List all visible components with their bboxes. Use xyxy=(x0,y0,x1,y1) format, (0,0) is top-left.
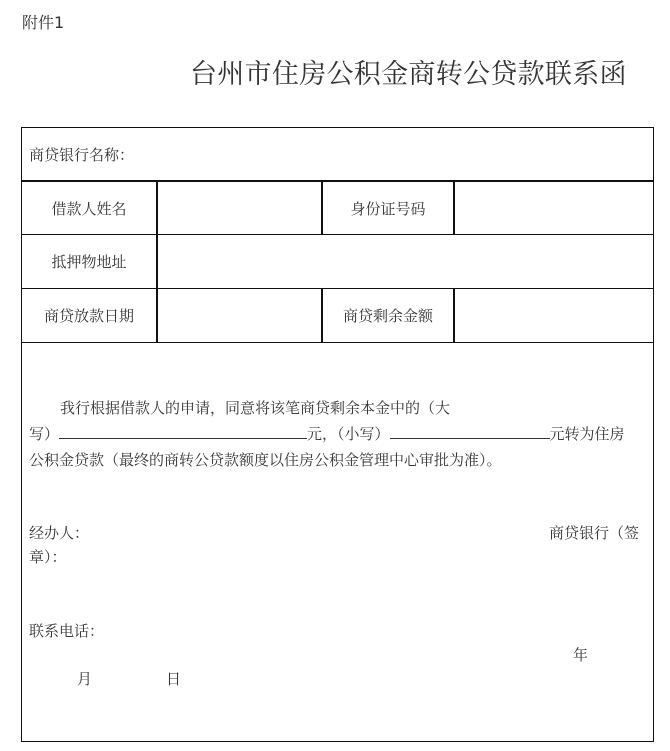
statement-mid: 元，（小写） xyxy=(307,425,390,443)
statement-line-3: 公积金贷款（最终的商转公贷款额度以住房公积金管理中心审批为准）。 xyxy=(29,451,502,469)
attachment-label: 附件1 xyxy=(22,13,65,32)
collateral-address-field[interactable] xyxy=(158,235,653,288)
statement-line-1: 我行根据借款人的申请，同意将该笔商贷剩余本金中的（大 xyxy=(60,399,451,417)
contact-letter-form xyxy=(21,127,654,742)
statement-prefix: 写） xyxy=(29,425,60,443)
bank-name-field[interactable] xyxy=(162,128,653,180)
loan-date-label: 商贷放款日期 xyxy=(43,307,134,325)
bank-seal-label: 商贷银行（签 xyxy=(549,524,640,542)
id-number-label: 身份证号码 xyxy=(350,199,426,218)
amount-uppercase-field[interactable] xyxy=(59,422,307,439)
handler-label: 经办人： xyxy=(29,524,90,542)
row-loan xyxy=(22,289,653,343)
loan-date-field[interactable] xyxy=(158,289,321,342)
statement-suffix: 元转为住房 xyxy=(549,425,625,443)
row-collateral xyxy=(22,235,653,289)
collateral-address-label: 抵押物地址 xyxy=(51,253,127,271)
year-label: 年 xyxy=(573,646,589,664)
row-bank-name xyxy=(22,128,653,182)
remaining-amount-field[interactable] xyxy=(455,289,653,342)
id-number-field[interactable] xyxy=(455,182,653,234)
statement-line-2 xyxy=(29,421,645,447)
page-title: 台州市住房公积金商转公贷款联系函 xyxy=(190,59,627,90)
bank-seal-label-cont: 章）： xyxy=(29,548,67,566)
borrower-name-label: 借款人姓名 xyxy=(51,199,127,218)
statement-paragraph xyxy=(29,395,645,473)
borrower-name-field[interactable] xyxy=(158,182,321,234)
month-label: 月 xyxy=(77,670,93,688)
remaining-amount-label: 商贷剩余金额 xyxy=(342,307,433,325)
bank-name-label: 商贷银行名称： xyxy=(29,145,135,164)
phone-label: 联系电话： xyxy=(29,622,105,640)
amount-lowercase-field[interactable] xyxy=(390,422,550,439)
day-label: 日 xyxy=(166,670,182,688)
row-borrower xyxy=(22,182,653,235)
